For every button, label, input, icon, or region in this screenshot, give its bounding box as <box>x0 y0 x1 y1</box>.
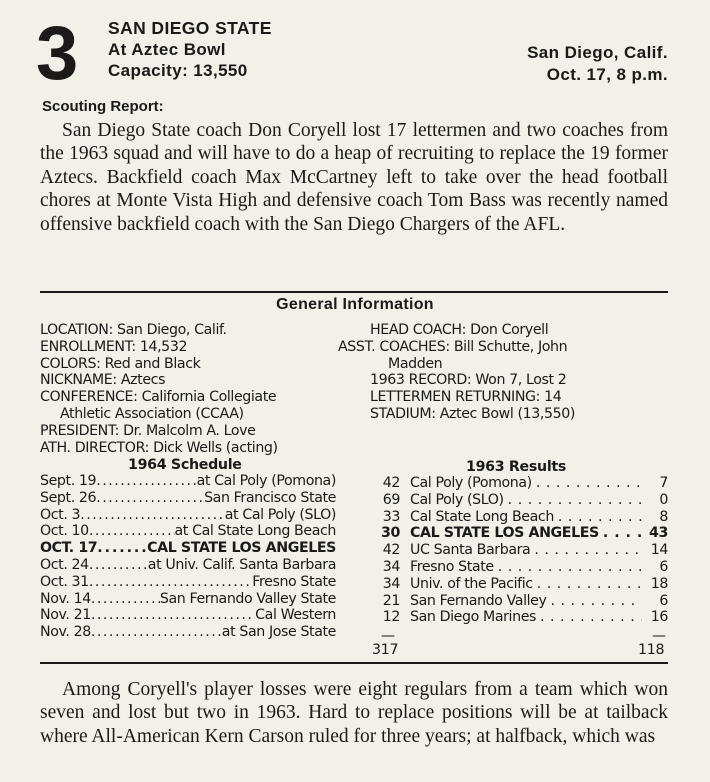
result-row <box>376 542 668 559</box>
schedule-date: Oct. 3 <box>40 506 81 523</box>
date-time: Oct. 17, 8 p.m. <box>546 65 668 84</box>
result-opponent: Fresno State <box>410 558 494 575</box>
schedule-opponent: Cal Western <box>255 607 336 624</box>
result-score-opponent: 0 <box>659 491 668 508</box>
info-conference: CONFERENCE: California Collegiate <box>40 389 277 406</box>
info-nickname: NICKNAME: Aztecs <box>40 372 166 389</box>
schedule-opponent: at Cal State Long Beach <box>174 523 336 540</box>
result-row <box>376 492 668 509</box>
scouting-report-label: Scouting Report: <box>42 98 164 115</box>
general-info-left <box>40 322 340 456</box>
info-athletic-director: ATH. DIRECTOR: Dick Wells (acting) <box>40 439 278 456</box>
schedule-date: Sept. 26 <box>40 489 97 506</box>
total-dash-sdsu: — <box>381 628 395 644</box>
schedule-title: 1964 Schedule <box>128 457 242 473</box>
divider-top <box>40 291 668 293</box>
result-score-opponent: 6 <box>659 558 668 575</box>
closing-paragraph: Among Coryell's player losses were eight regulars from a team which won seven and lost but two in 1963. Hard to replace positions will be at tailback where All-American Kern Carson ruled for three years; at halfback, which was <box>40 679 668 747</box>
result-score-sdsu: 21 <box>382 592 400 609</box>
result-score-sdsu: 69 <box>382 491 400 508</box>
divider-bottom <box>40 662 668 664</box>
result-score-opponent: 18 <box>650 575 668 592</box>
schedule-row <box>40 574 336 591</box>
capacity: Capacity: 13,550 <box>108 61 248 80</box>
schedule-opponent: at Univ. Calif. Santa Barbara <box>147 556 336 573</box>
venue: At Aztec Bowl <box>108 40 226 59</box>
result-score-sdsu: 42 <box>382 542 400 559</box>
result-score-opponent: 8 <box>659 508 668 525</box>
result-opponent: San Diego Marines <box>410 609 537 626</box>
info-head-coach: HEAD COACH: Don Coryell <box>370 322 549 338</box>
schedule-row <box>40 473 336 490</box>
info-lettermen: LETTERMEN RETURNING: 14 <box>370 389 562 406</box>
result-row <box>376 559 668 576</box>
result-score-sdsu: 30 <box>381 525 400 542</box>
result-score-opponent: 14 <box>650 542 668 559</box>
result-opponent: San Fernando Valley <box>410 592 547 609</box>
schedule-row <box>40 490 336 507</box>
info-assistant-coaches-cont: Madden <box>388 355 443 372</box>
schedule-row-featured <box>40 540 336 557</box>
result-score-sdsu: 42 <box>382 475 400 491</box>
schedule-row <box>40 507 336 524</box>
schedule-list <box>40 473 336 641</box>
result-score-opponent: 16 <box>650 609 668 626</box>
result-row <box>376 593 668 610</box>
schedule-opponent: at Cal Poly (Pomona) <box>196 473 336 489</box>
schedule-opponent: at Cal Poly (SLO) <box>224 506 336 523</box>
result-row <box>376 475 668 492</box>
schedule-opponent: CAL STATE LOS ANGELES <box>147 540 336 557</box>
schedule-date: OCT. 17 <box>40 540 98 557</box>
info-president: PRESIDENT: Dr. Malcolm A. Love <box>40 422 256 439</box>
schedule-date: Nov. 28 <box>40 624 91 641</box>
result-opponent: Univ. of the Pacific <box>410 575 533 592</box>
result-score-sdsu: 33 <box>382 508 400 525</box>
schedule-date: Nov. 21 <box>40 607 91 624</box>
info-enrollment: ENROLLMENT: 14,532 <box>40 338 188 355</box>
city: San Diego, Calif. <box>527 43 668 62</box>
result-row-featured <box>376 525 668 542</box>
general-info-title: General Information <box>276 296 434 313</box>
school-name: SAN DIEGO STATE <box>108 18 272 38</box>
schedule-date: Oct. 10 <box>40 523 89 540</box>
result-score-sdsu: 34 <box>382 558 400 575</box>
schedule-opponent: Fresno State <box>252 573 336 590</box>
schedule-row <box>40 607 336 624</box>
result-score-sdsu: 34 <box>382 575 400 592</box>
results-title: 1963 Results <box>466 459 567 475</box>
schedule-opponent: at San Jose State <box>221 624 336 641</box>
game-number: 3 <box>36 11 77 96</box>
result-score-opponent: 6 <box>659 592 668 609</box>
schedule-row <box>40 557 336 574</box>
result-opponent: Cal Poly (Pomona) <box>410 475 532 491</box>
result-score-opponent: 7 <box>659 475 668 491</box>
total-dash-opponent: — <box>652 628 666 644</box>
result-row <box>376 576 668 593</box>
result-opponent: Cal State Long Beach <box>410 508 554 525</box>
result-opponent: CAL STATE LOS ANGELES <box>410 525 599 542</box>
general-info-right <box>338 322 668 423</box>
schedule-date: Oct. 31 <box>40 573 89 590</box>
info-1963-record: 1963 RECORD: Won 7, Lost 2 <box>370 372 567 389</box>
result-score-opponent: 43 <box>649 525 668 542</box>
result-opponent: UC Santa Barbara <box>410 542 531 559</box>
scouting-report-text: San Diego State coach Don Coryell lost 17 lettermen and two coaches from the 1963 squad and will have to do a heap of recruiting to replace the 19 former Aztecs. Backfield coach Max McCartney left to take over the head football chores at Monte Vista High and defensive coach Tom Bass was recently named offensive backfield coach with the San Diego Chargers of the AFL. <box>40 120 668 235</box>
info-conference-cont: Athletic Association (CCAA) <box>60 405 244 422</box>
results-list <box>376 475 668 626</box>
game-header-left <box>108 18 272 81</box>
info-stadium: STADIUM: Aztec Bowl (13,550) <box>370 405 576 422</box>
schedule-date: Oct. 24 <box>40 556 89 573</box>
info-location: LOCATION: San Diego, Calif. <box>40 322 227 338</box>
total-opponent: 118 <box>638 642 665 658</box>
schedule-opponent: San Fernando Valley State <box>159 590 336 607</box>
schedule-row <box>40 523 336 540</box>
schedule-date: Nov. 14 <box>40 590 91 607</box>
schedule-row <box>40 624 336 641</box>
schedule-date: Sept. 19 <box>40 473 97 489</box>
result-row <box>376 509 668 526</box>
info-colors: COLORS: Red and Black <box>40 355 201 372</box>
result-row <box>376 609 668 626</box>
schedule-row <box>40 591 336 608</box>
result-score-sdsu: 12 <box>382 609 400 626</box>
result-opponent: Cal Poly (SLO) <box>410 491 504 508</box>
game-header-right <box>527 42 668 86</box>
total-sdsu: 317 <box>372 642 399 658</box>
schedule-opponent: San Francisco State <box>204 489 336 506</box>
info-assistant-coaches: ASST. COACHES: Bill Schutte, John <box>338 338 568 355</box>
